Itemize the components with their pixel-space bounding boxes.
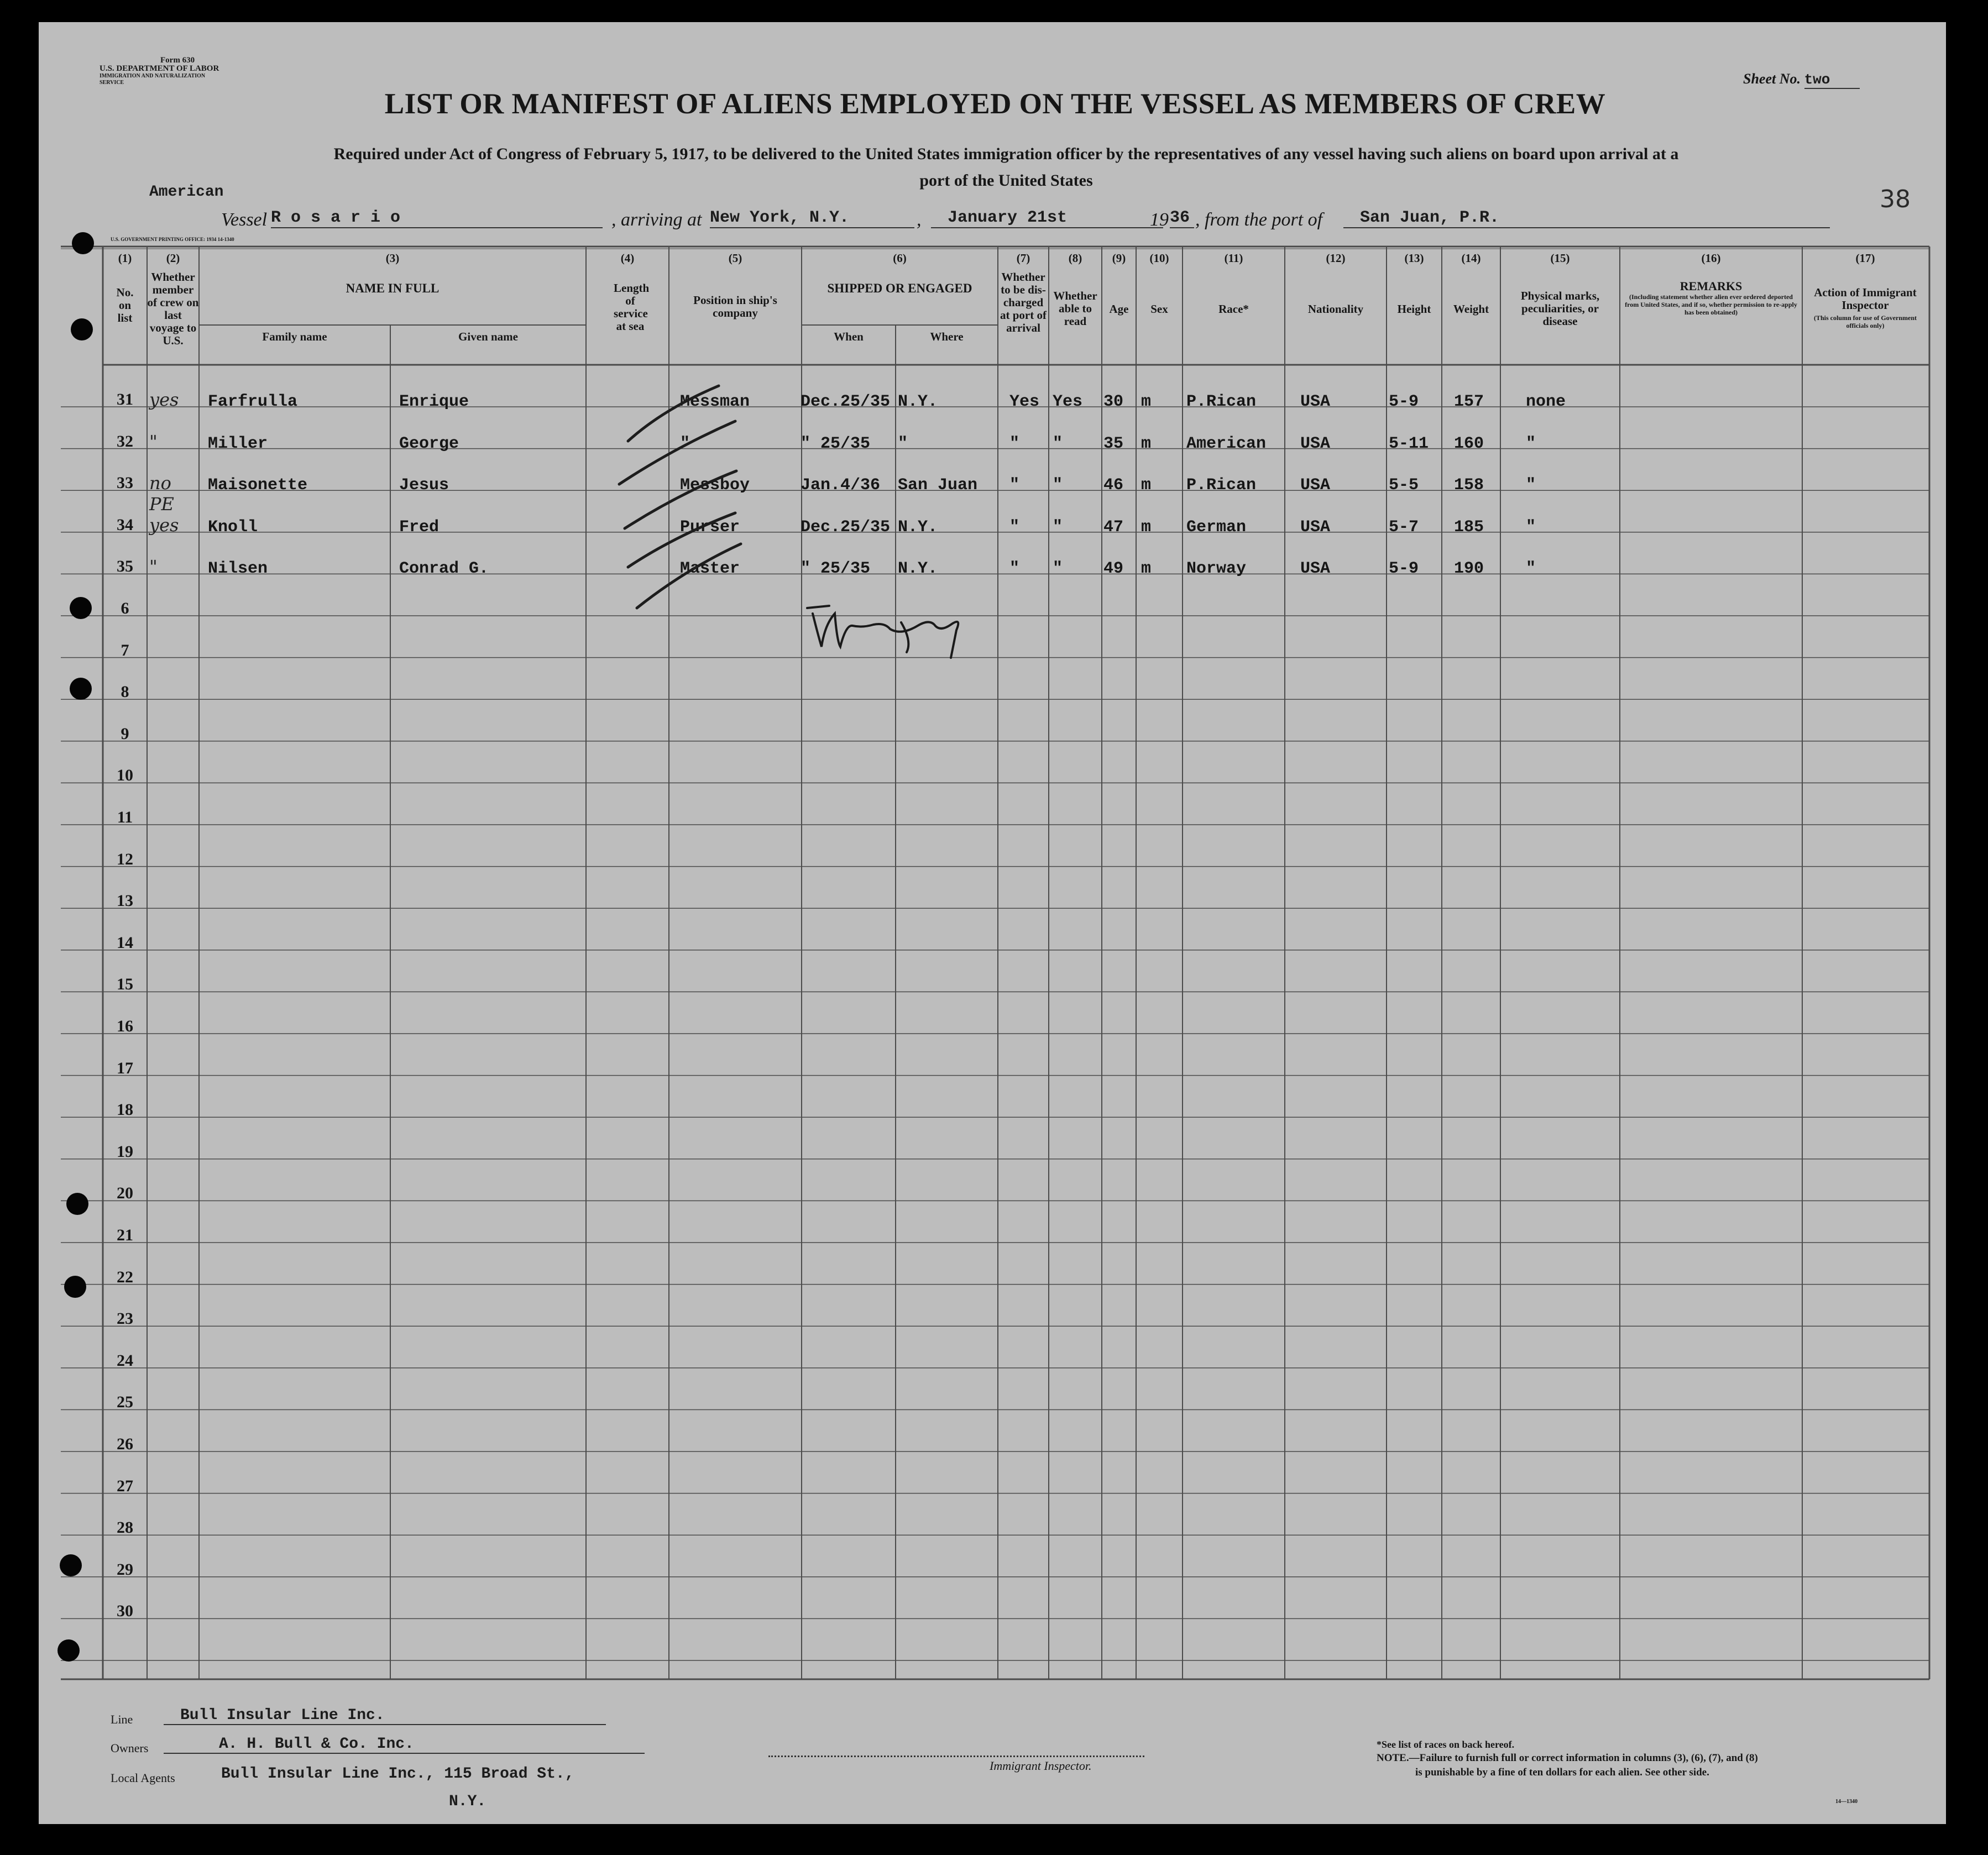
agents-label: Local Agents: [111, 1771, 175, 1785]
cell-family: Miller: [208, 434, 268, 453]
row-number: 14: [117, 933, 133, 952]
cell-given: Enrique: [399, 392, 469, 411]
sheet-value: two: [1804, 71, 1860, 89]
penalty-note-1: NOTE.—Failure to furnish full or correct information in columns (3), (6), (7), and (8): [1377, 1752, 1758, 1764]
row-number: 20: [117, 1184, 133, 1203]
row-number: 17: [117, 1058, 133, 1077]
row-number: 6: [121, 599, 129, 617]
footer-form-code: 14—1340: [1835, 1799, 1858, 1805]
cell-nationality: USA: [1300, 392, 1331, 411]
cell-age: 49: [1103, 559, 1124, 579]
cell-sex: m: [1141, 434, 1152, 453]
row-number: 11: [117, 808, 133, 826]
row-number: 30: [117, 1602, 133, 1621]
subtitle-line-1: Required under Act of Congress of February 5, 1917, to be delivered to the United States immigration officer by the representatives of any vessel having such aliens on board upon arrival at a: [333, 145, 1679, 163]
subtitle-line-2: port of the United States: [919, 171, 1093, 190]
col6-when-label: When: [834, 330, 864, 343]
cell-marks: none: [1526, 392, 1566, 411]
row-number: 9: [121, 724, 129, 743]
cell-sex: m: [1141, 517, 1152, 537]
master-signature: [791, 591, 1001, 669]
cell-sex: m: [1141, 392, 1152, 411]
cell-where: San Juan: [898, 476, 978, 495]
col13-number: (13): [1404, 251, 1424, 265]
arrival-year: 36: [1170, 208, 1194, 228]
col12-label: Nationality: [1307, 302, 1364, 316]
member-last-voyage: yes: [149, 389, 179, 410]
row-number: 27: [117, 1476, 133, 1495]
printing-office-note: U.S. GOVERNMENT PRINTING OFFICE: 1934 14-1340: [111, 237, 234, 242]
row-number: 29: [117, 1560, 133, 1579]
cell-race: Norway: [1186, 559, 1247, 579]
inspector-signature-line: [768, 1756, 1144, 1757]
cell-given: Jesus: [399, 476, 449, 495]
cell-where: N.Y.: [898, 559, 938, 579]
row-number: 35: [117, 557, 133, 576]
col16-number: (16): [1701, 251, 1721, 265]
row-number: 16: [117, 1017, 133, 1035]
col6-where-label: Where: [930, 330, 964, 343]
punch-hole: [66, 1193, 88, 1215]
form-number: Form 630: [160, 56, 195, 65]
cell-where: N.Y.: [898, 517, 938, 537]
row-number: 8: [121, 683, 129, 701]
cell-age: 35: [1103, 434, 1124, 453]
cell-marks: ": [1526, 559, 1536, 579]
cell-given: George: [399, 434, 459, 453]
row-number: 12: [117, 850, 133, 868]
cell-discharged: ": [1009, 476, 1020, 495]
punch-hole: [60, 1554, 82, 1576]
cell-family: Farfrulla: [208, 392, 298, 411]
col1-number: (1): [118, 251, 132, 265]
cell-given: Fred: [399, 517, 440, 537]
col1-label: No. on list: [116, 286, 134, 324]
member-last-voyage: no PE: [149, 473, 174, 515]
owners-value: A. H. Bull & Co. Inc.: [164, 1736, 645, 1754]
cell-height: 5-9: [1389, 559, 1419, 579]
sheet-label: Sheet No.: [1743, 71, 1801, 87]
col17-number: (17): [1855, 251, 1875, 265]
cell-sex: m: [1141, 476, 1152, 495]
cell-nationality: USA: [1300, 559, 1331, 579]
cell-height: 5-9: [1389, 392, 1419, 411]
cell-marks: ": [1526, 476, 1536, 495]
manifest-sheet: [39, 22, 1946, 1824]
cell-when: " 25/35: [801, 434, 871, 453]
punch-hole: [72, 232, 94, 254]
cell-read: ": [1053, 559, 1063, 579]
row-number: 26: [117, 1435, 133, 1453]
col3-label: NAME IN FULL: [346, 281, 440, 295]
col11-label: Race*: [1218, 302, 1249, 316]
cell-height: 5-7: [1389, 517, 1419, 537]
cell-height: 5-11: [1389, 434, 1429, 453]
col4-label: Length of service at sea: [614, 281, 650, 333]
arrival-date: January 21st: [931, 208, 1163, 228]
vessel-name: R o s a r i o: [271, 208, 603, 228]
member-last-voyage: yes: [149, 514, 179, 536]
cell-when: Dec.25/35: [801, 392, 891, 411]
cell-discharged: ": [1009, 559, 1020, 579]
cell-race: American: [1186, 434, 1267, 453]
col14-number: (14): [1461, 251, 1481, 265]
cell-nationality: USA: [1300, 434, 1331, 453]
row-number: 13: [117, 892, 133, 910]
col6-number: (6): [893, 251, 907, 265]
col15-number: (15): [1550, 251, 1570, 265]
cell-position: Messman: [680, 392, 750, 411]
row-number: 31: [117, 390, 133, 408]
col6-label: SHIPPED OR ENGAGED: [827, 281, 972, 295]
cell-read: ": [1053, 476, 1063, 495]
col11-number: (11): [1224, 251, 1243, 265]
row-number: 34: [117, 515, 133, 534]
length-of-service-strokes: [586, 354, 796, 619]
row-number: 18: [117, 1101, 133, 1119]
col7-number: (7): [1016, 251, 1030, 265]
col5-number: (5): [728, 251, 742, 265]
col9-label: Age: [1109, 302, 1129, 316]
row-number: 28: [117, 1518, 133, 1537]
inspector-label: Immigrant Inspector.: [990, 1759, 1092, 1773]
vessel-label: Vessel: [221, 209, 268, 230]
row-number: 32: [117, 432, 133, 450]
col15-label: Physical marks, peculiarities, or disease: [1520, 289, 1600, 328]
col13-label: Height: [1397, 302, 1431, 316]
cell-read: Yes: [1053, 392, 1083, 411]
row-number: 23: [117, 1309, 133, 1328]
cell-when: Jan.4/36: [801, 476, 881, 495]
departure-port: San Juan, P.R.: [1343, 208, 1830, 228]
col17-sublabel: (This column for use of Government officials only): [1813, 314, 1917, 329]
punch-hole: [70, 597, 92, 619]
cell-nationality: USA: [1300, 476, 1331, 495]
cell-weight: 190: [1454, 559, 1484, 579]
cell-marks: ": [1526, 434, 1536, 453]
punch-hole: [70, 678, 92, 700]
col12-number: (12): [1326, 251, 1346, 265]
penalty-note-2: is punishable by a fine of ten dollars for each alien. See other side.: [1415, 1767, 1709, 1778]
owners-label: Owners: [111, 1741, 149, 1755]
col5-label: Position in ship's company: [693, 294, 777, 319]
col8-label: Whether able to read: [1053, 289, 1097, 328]
cell-race: German: [1186, 517, 1247, 537]
col14-label: Weight: [1453, 302, 1489, 316]
line-label: Line: [111, 1712, 133, 1726]
col3-given-label: Given name: [458, 330, 518, 343]
line-value: Bull Insular Line Inc.: [164, 1707, 606, 1725]
cell-family: Nilsen: [208, 559, 268, 579]
cell-weight: 185: [1454, 517, 1484, 537]
row-number: 21: [117, 1226, 133, 1244]
col16-sublabel: (Including statement whether alien ever ordered deported from United States, and if so, whether permission to re-apply has been obtained): [1625, 293, 1797, 316]
cell-age: 30: [1103, 392, 1124, 411]
member-last-voyage: ": [149, 431, 158, 452]
cell-where: ": [898, 434, 908, 453]
cell-where: N.Y.: [898, 392, 938, 411]
row-number: 7: [121, 641, 129, 659]
vessel-flag: American: [149, 184, 224, 201]
punch-hole: [57, 1639, 80, 1662]
member-last-voyage: ": [149, 556, 158, 578]
department-name: U.S. DEPARTMENT OF LABOR: [100, 64, 219, 73]
page-number: 38: [1880, 185, 1911, 213]
cell-discharged: ": [1009, 434, 1020, 453]
cell-age: 47: [1103, 517, 1124, 537]
page-title: LIST OR MANIFEST OF ALIENS EMPLOYED ON THE VESSEL AS MEMBERS OF CREW: [384, 88, 1606, 120]
cell-marks: ": [1526, 517, 1536, 537]
races-note: *See list of races on back hereof.: [1377, 1739, 1515, 1750]
row-number: 25: [117, 1393, 133, 1412]
col2-number: (2): [166, 251, 180, 265]
col9-number: (9): [1112, 251, 1126, 265]
cell-when: Dec.25/35: [801, 517, 891, 537]
col3-family-label: Family name: [262, 330, 327, 343]
cell-position: Messboy: [680, 476, 750, 495]
cell-race: P.Rican: [1186, 476, 1257, 495]
arriving-port: New York, N.Y.: [710, 208, 914, 228]
cell-height: 5-5: [1389, 476, 1419, 495]
col2-label: Whether member of crew on last voyage to U.S.: [147, 270, 199, 347]
row-number: 19: [117, 1142, 133, 1161]
cell-position: Master: [680, 559, 740, 579]
cell-given: Conrad G.: [399, 559, 489, 579]
row-number: 15: [117, 975, 133, 994]
cell-family: Maisonette: [208, 476, 308, 495]
agents-value-city: N.Y.: [449, 1793, 486, 1810]
col3-number: (3): [385, 251, 400, 265]
from-label: , from the port of: [1195, 209, 1323, 230]
col17-label: Action of Immigrant Inspector: [1814, 286, 1917, 312]
cell-age: 46: [1103, 476, 1124, 495]
col10-number: (10): [1149, 251, 1169, 265]
arriving-label: , arriving at: [611, 209, 702, 230]
cell-discharged: Yes: [1009, 392, 1040, 411]
cell-weight: 158: [1454, 476, 1484, 495]
row-number: 33: [117, 474, 133, 492]
punch-hole: [64, 1276, 86, 1298]
cell-weight: 157: [1454, 392, 1484, 411]
cell-read: ": [1053, 517, 1063, 537]
cell-position: Purser: [680, 517, 740, 537]
cell-position: ": [680, 434, 690, 453]
cell-sex: m: [1141, 559, 1152, 579]
col10-label: Sex: [1150, 302, 1168, 316]
cell-weight: 160: [1454, 434, 1484, 453]
cell-nationality: USA: [1300, 517, 1331, 537]
row-number: 10: [117, 766, 133, 785]
cell-when: " 25/35: [801, 559, 871, 579]
col8-number: (8): [1068, 251, 1082, 265]
date-separator: ,: [917, 209, 922, 230]
punch-hole: [71, 318, 93, 340]
cell-family: Knoll: [208, 517, 258, 537]
row-number: 24: [117, 1351, 133, 1370]
col16-label: REMARKS: [1680, 279, 1743, 293]
cell-read: ": [1053, 434, 1063, 453]
cell-discharged: ": [1009, 517, 1020, 537]
service-name: IMMIGRATION AND NATURALIZATION SERVICE: [100, 73, 206, 86]
row-number: 22: [117, 1267, 133, 1286]
col4-number: (4): [620, 251, 635, 265]
col7-label: Whether to be dis-charged at port of arrival: [1000, 270, 1047, 334]
agents-value: Bull Insular Line Inc., 115 Broad St.,: [221, 1765, 574, 1783]
year-prefix: 19: [1150, 209, 1169, 230]
cell-race: P.Rican: [1186, 392, 1257, 411]
